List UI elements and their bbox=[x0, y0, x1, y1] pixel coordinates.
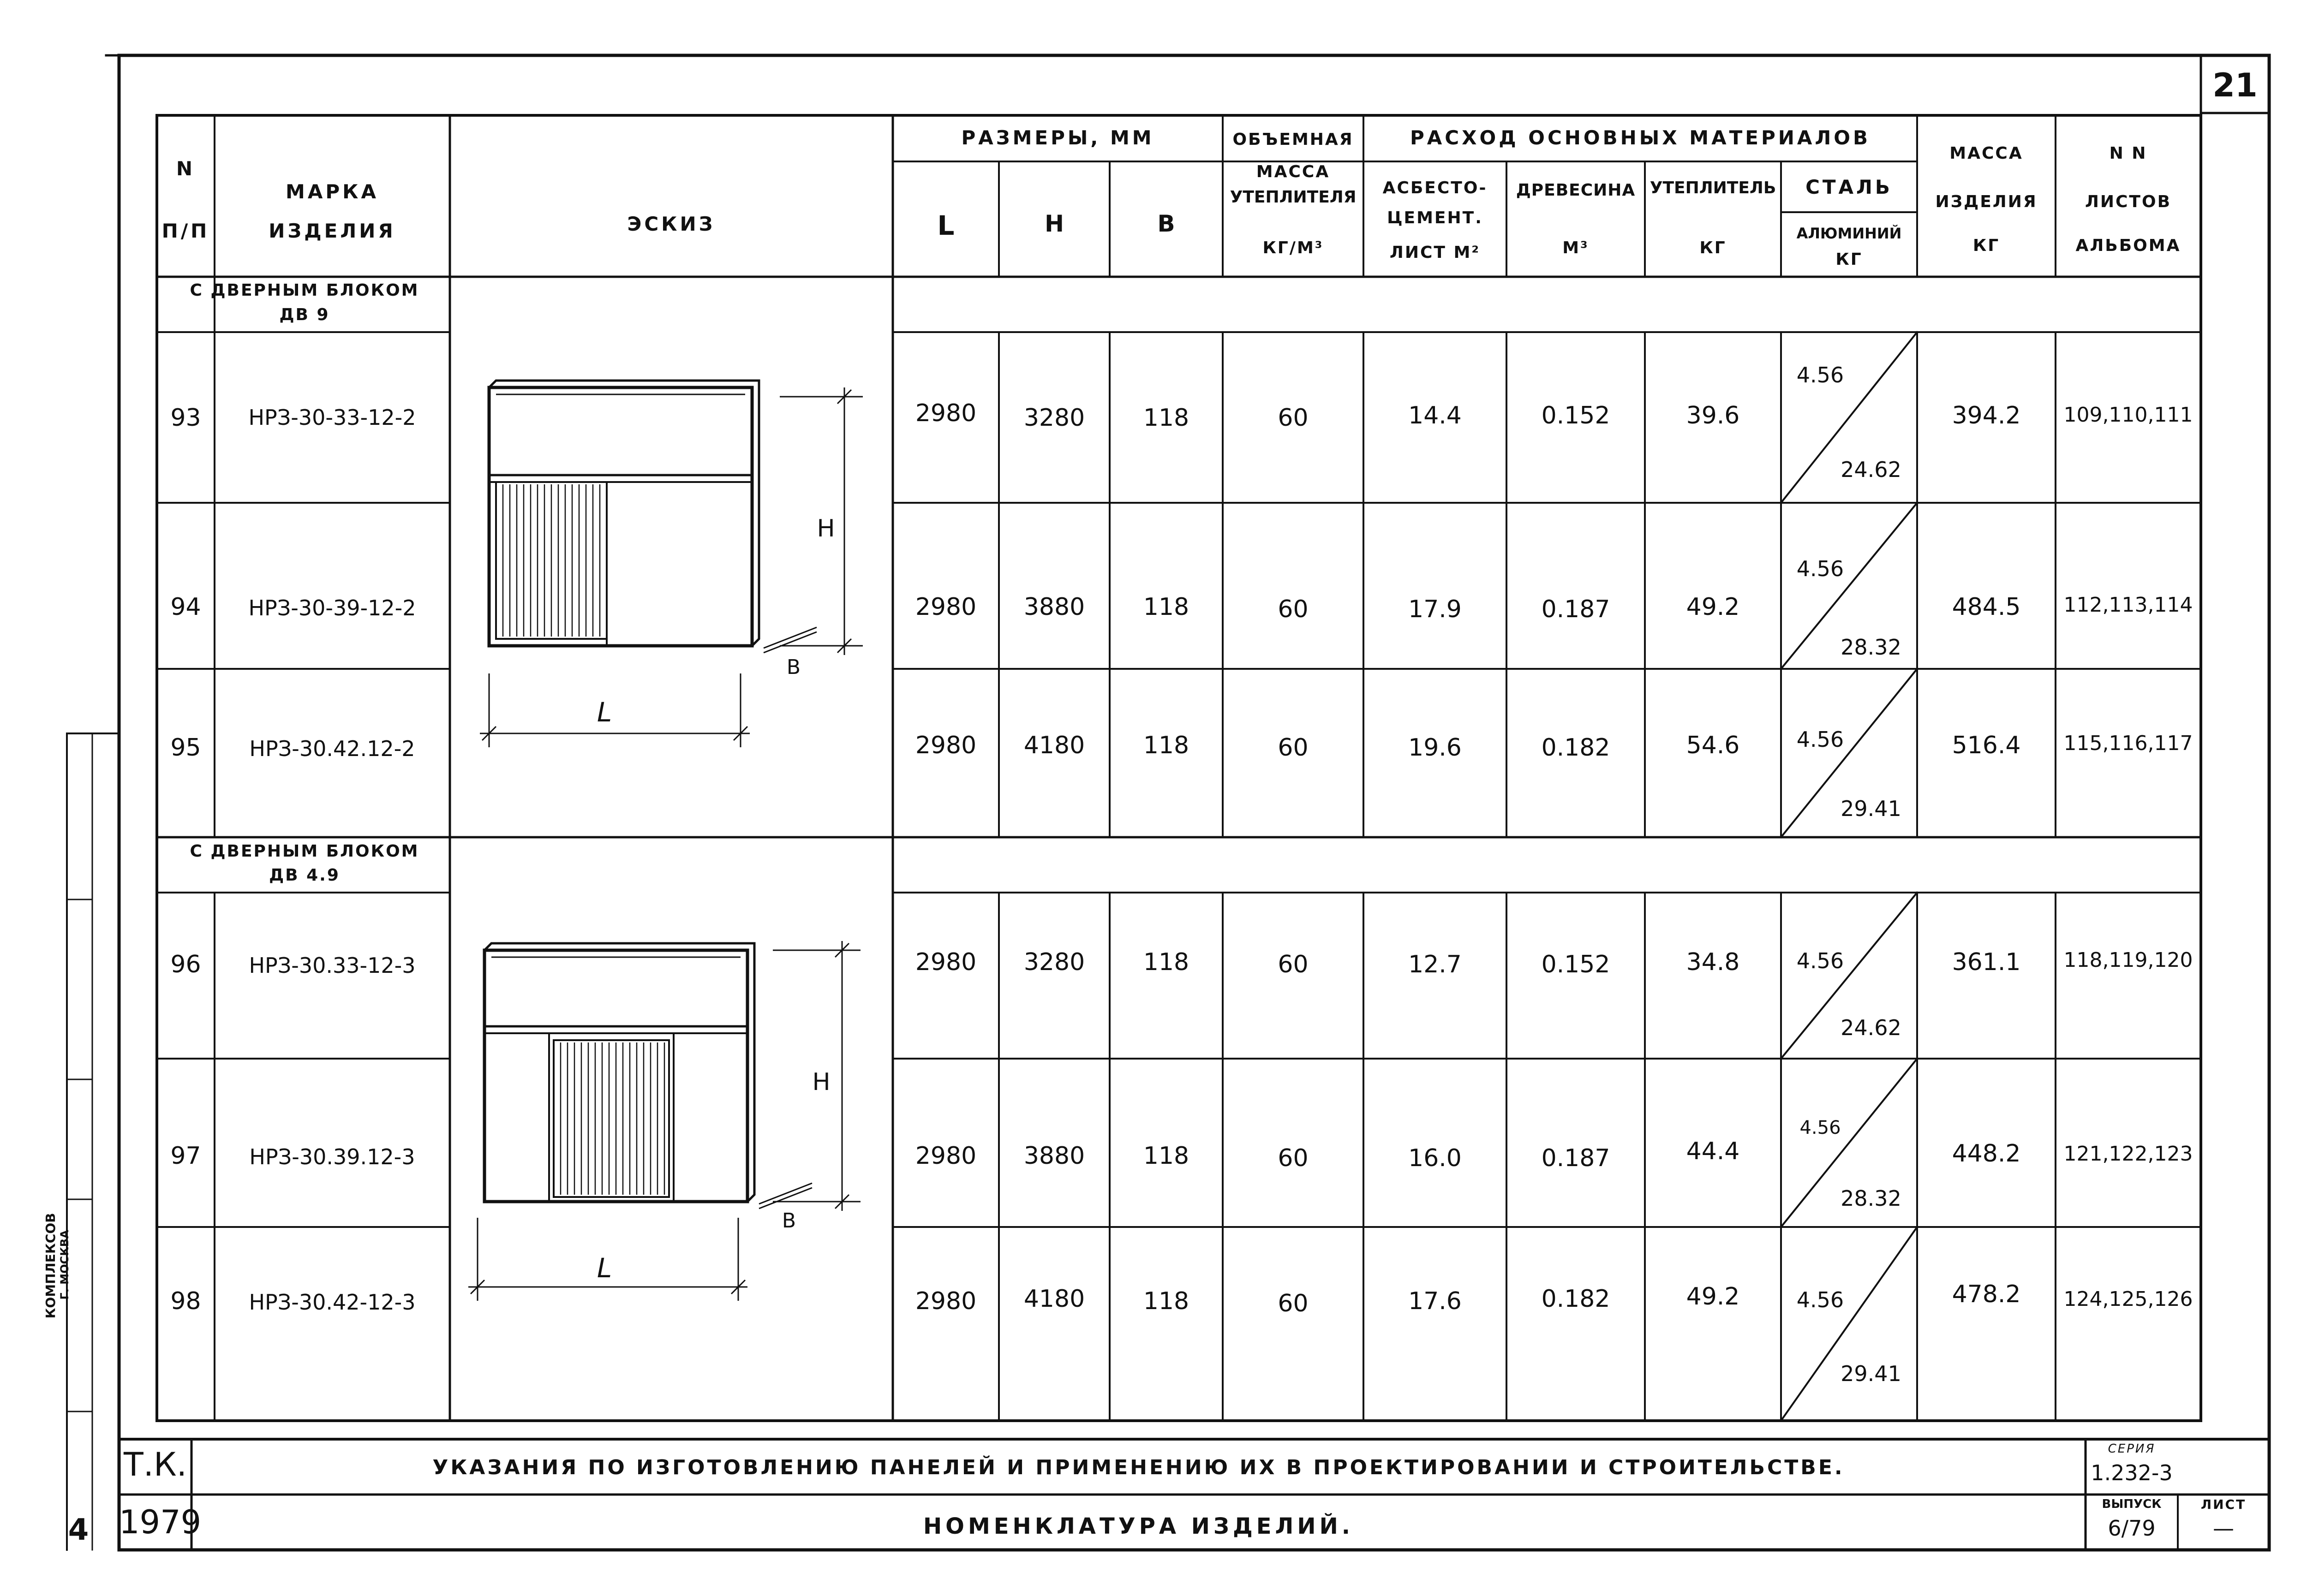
header-H: H bbox=[1045, 210, 1064, 237]
sketch-label-H: H bbox=[817, 515, 835, 542]
cell-sheets: 121,122,123 bbox=[2063, 1142, 2193, 1166]
header-density-unit: КГ/М³ bbox=[1262, 238, 1324, 257]
cell-wood: 0.182 bbox=[1541, 1285, 1610, 1313]
cell-insulation: 49.2 bbox=[1686, 1283, 1740, 1310]
header-asbestos: АСБЕСТО- bbox=[1382, 179, 1488, 197]
header-mass-3: КГ bbox=[1972, 236, 2000, 255]
row-number: 93 bbox=[170, 404, 201, 432]
header-wood-2: М³ bbox=[1562, 238, 1589, 257]
cell-wood: 0.152 bbox=[1541, 402, 1610, 429]
group-title-sub: ДВ 9 bbox=[279, 305, 330, 324]
header-density-2: МАССА bbox=[1256, 162, 1330, 181]
header-density: ОБЪЕМНАЯ bbox=[1232, 130, 1354, 149]
cell-aluminium: 28.32 bbox=[1841, 635, 1901, 660]
cell-mass: 484.5 bbox=[1952, 593, 2021, 621]
corner-mark: 4 bbox=[68, 1513, 89, 1547]
header-mark: МАРКА bbox=[286, 180, 379, 203]
cell-H: 3280 bbox=[1023, 948, 1085, 976]
cell-insulation: 49.2 bbox=[1686, 593, 1740, 621]
sketch-label-B: B bbox=[782, 1209, 796, 1233]
cell-aluminium: 29.41 bbox=[1841, 1361, 1901, 1386]
header-insulation-2: КГ bbox=[1699, 238, 1727, 257]
product-mark: НРЗ-30.33-12-3 bbox=[249, 953, 416, 978]
cell-B: 118 bbox=[1143, 1142, 1189, 1170]
header-mark-2: ИЗДЕЛИЯ bbox=[269, 220, 396, 242]
sketch-label-H: H bbox=[812, 1068, 831, 1096]
cell-sheets: 124,125,126 bbox=[2063, 1287, 2193, 1311]
cell-L: 2980 bbox=[915, 593, 977, 621]
cell-asbestos: 16.0 bbox=[1408, 1144, 1462, 1172]
cell-insulation: 44.4 bbox=[1686, 1137, 1740, 1165]
header-aluminium: АЛЮМИНИЙ bbox=[1796, 225, 1902, 242]
issue-value: 6/79 bbox=[2108, 1516, 2156, 1541]
cell-asbestos: 19.6 bbox=[1408, 734, 1462, 762]
row-number: 97 bbox=[170, 1142, 201, 1170]
cell-density: 60 bbox=[1278, 951, 1309, 978]
issue-label: ВЫПУСК bbox=[2102, 1497, 2162, 1511]
document-title: УКАЗАНИЯ ПО ИЗГОТОВЛЕНИЮ ПАНЕЛЕЙ И ПРИМЕНЕНИЮ ИХ В ПРОЕКТИРОВАНИИ И СТРОИТЕЛЬСТВЕ. bbox=[432, 1456, 1845, 1479]
group-title: С ДВЕРНЫМ БЛОКОМ bbox=[190, 281, 419, 300]
cell-asbestos: 14.4 bbox=[1408, 402, 1462, 429]
cell-mass: 516.4 bbox=[1952, 732, 2021, 759]
cell-asbestos: 12.7 bbox=[1408, 951, 1462, 978]
cell-steel: 4.56 bbox=[1796, 727, 1844, 752]
year: 1979 bbox=[119, 1503, 202, 1541]
header-mass: МАССА bbox=[1949, 144, 2023, 163]
cell-aluminium: 29.41 bbox=[1841, 796, 1901, 821]
cell-sheets: 109,110,111 bbox=[2063, 403, 2193, 427]
header-wood: ДРЕВЕСИНА bbox=[1516, 181, 1636, 200]
cell-density: 60 bbox=[1278, 1290, 1309, 1317]
sketch-label-B: B bbox=[786, 655, 801, 679]
header-dimensions: РАЗМЕРЫ, ММ bbox=[961, 126, 1154, 149]
cell-sheets: 115,116,117 bbox=[2063, 732, 2193, 755]
panel-sketch-dv9 bbox=[480, 381, 863, 747]
cell-H: 4180 bbox=[1023, 1285, 1085, 1313]
cell-H: 3880 bbox=[1023, 1142, 1085, 1170]
product-mark: НРЗ-30.39.12-3 bbox=[249, 1144, 415, 1169]
cell-L: 2980 bbox=[915, 399, 977, 427]
product-mark: НРЗ-30.42-12-3 bbox=[249, 1290, 416, 1315]
margin-stamp: КОМПЛЕКСОВ bbox=[43, 1213, 58, 1319]
header-insulation: УТЕПЛИТЕЛЬ bbox=[1650, 179, 1776, 197]
cell-asbestos: 17.6 bbox=[1408, 1287, 1462, 1315]
panel-sketch-dv4-9 bbox=[468, 941, 861, 1301]
group-title-sub: ДВ 4.9 bbox=[269, 866, 340, 885]
header-aluminium-2: КГ bbox=[1835, 250, 1863, 269]
sketch-label-L: L bbox=[597, 1252, 612, 1284]
cell-wood: 0.182 bbox=[1541, 734, 1610, 762]
cell-H: 3280 bbox=[1023, 404, 1085, 432]
header-mass-2: ИЗДЕЛИЯ bbox=[1935, 192, 2038, 211]
cell-steel: 4.56 bbox=[1799, 1117, 1841, 1138]
cell-B: 118 bbox=[1143, 948, 1189, 976]
header-sheets-3: АЛЬБОМА bbox=[2075, 236, 2181, 255]
cell-sheets: 112,113,114 bbox=[2063, 593, 2193, 617]
cell-B: 118 bbox=[1143, 1287, 1189, 1315]
cell-density: 60 bbox=[1278, 1144, 1309, 1172]
group-title: С ДВЕРНЫМ БЛОКОМ bbox=[190, 842, 419, 861]
cell-insulation: 34.8 bbox=[1686, 948, 1740, 976]
cell-B: 118 bbox=[1143, 404, 1189, 432]
product-mark: НРЗ-30.42.12-2 bbox=[249, 736, 415, 761]
cell-sheets: 118,119,120 bbox=[2063, 948, 2193, 972]
header-sheets: N N bbox=[2109, 144, 2147, 163]
header-B: B bbox=[1157, 210, 1175, 237]
series-value: 1.232-3 bbox=[2091, 1460, 2173, 1485]
cell-B: 118 bbox=[1143, 732, 1189, 759]
cell-H: 4180 bbox=[1023, 732, 1085, 759]
document-subtitle: НОМЕНКЛАТУРА ИЗДЕЛИЙ. bbox=[923, 1513, 1354, 1539]
cell-density: 60 bbox=[1278, 734, 1309, 762]
product-mark: НРЗ-30-33-12-2 bbox=[248, 405, 416, 430]
cell-wood: 0.187 bbox=[1541, 1144, 1610, 1172]
cell-aluminium: 24.62 bbox=[1841, 1015, 1901, 1040]
header-steel: СТАЛЬ bbox=[1805, 176, 1893, 198]
cell-mass: 478.2 bbox=[1952, 1280, 2021, 1308]
header-sheets-2: ЛИСТОВ bbox=[2085, 192, 2172, 211]
header-L: L bbox=[937, 210, 955, 241]
cell-steel: 4.56 bbox=[1796, 556, 1844, 581]
margin-stamp-city: Г. МОСКВА bbox=[58, 1230, 71, 1300]
cell-insulation: 39.6 bbox=[1686, 402, 1740, 429]
row-number: 96 bbox=[170, 951, 201, 978]
cell-asbestos: 17.9 bbox=[1408, 596, 1462, 623]
series-label: СЕРИЯ bbox=[2108, 1442, 2156, 1456]
cell-B: 118 bbox=[1143, 593, 1189, 621]
cell-mass: 394.2 bbox=[1952, 402, 2021, 429]
product-mark: НРЗ-30-39-12-2 bbox=[248, 596, 416, 620]
row-number: 95 bbox=[170, 734, 201, 762]
cell-steel: 4.56 bbox=[1796, 1287, 1844, 1312]
cell-aluminium: 24.62 bbox=[1841, 457, 1901, 482]
cell-insulation: 54.6 bbox=[1686, 732, 1740, 759]
cell-L: 2980 bbox=[915, 1142, 977, 1170]
cell-mass: 361.1 bbox=[1952, 948, 2021, 976]
cell-aluminium: 28.32 bbox=[1841, 1186, 1901, 1211]
cell-H: 3880 bbox=[1023, 593, 1085, 621]
header-asbestos-3: ЛИСТ М² bbox=[1389, 243, 1481, 262]
cell-wood: 0.152 bbox=[1541, 951, 1610, 978]
header-sketch: ЭСКИЗ bbox=[627, 213, 716, 235]
cell-density: 60 bbox=[1278, 404, 1309, 432]
cell-L: 2980 bbox=[915, 1287, 977, 1315]
cell-L: 2980 bbox=[915, 948, 977, 976]
header-materials: РАСХОД ОСНОВНЫХ МАТЕРИАЛОВ bbox=[1410, 126, 1871, 149]
cell-density: 60 bbox=[1278, 596, 1309, 623]
header-pp: П/П bbox=[161, 220, 210, 242]
org-code: Т.К. bbox=[124, 1446, 187, 1483]
cell-steel: 4.56 bbox=[1796, 948, 1844, 973]
header-density-3: УТЕПЛИТЕЛЯ bbox=[1230, 188, 1357, 207]
sheet-number: 21 bbox=[2212, 66, 2258, 104]
sheet-label: ЛИСТ bbox=[2200, 1497, 2247, 1512]
cell-mass: 448.2 bbox=[1952, 1140, 2021, 1167]
row-number: 94 bbox=[170, 593, 201, 621]
cell-L: 2980 bbox=[915, 732, 977, 759]
header-asbestos-2: ЦЕМЕНТ. bbox=[1387, 208, 1483, 227]
header-n: N bbox=[176, 157, 196, 180]
sheet-value: — bbox=[2213, 1516, 2234, 1541]
sketch-label-L: L bbox=[597, 697, 612, 728]
cell-wood: 0.187 bbox=[1541, 596, 1610, 623]
cell-steel: 4.56 bbox=[1796, 363, 1844, 387]
row-number: 98 bbox=[170, 1287, 201, 1315]
